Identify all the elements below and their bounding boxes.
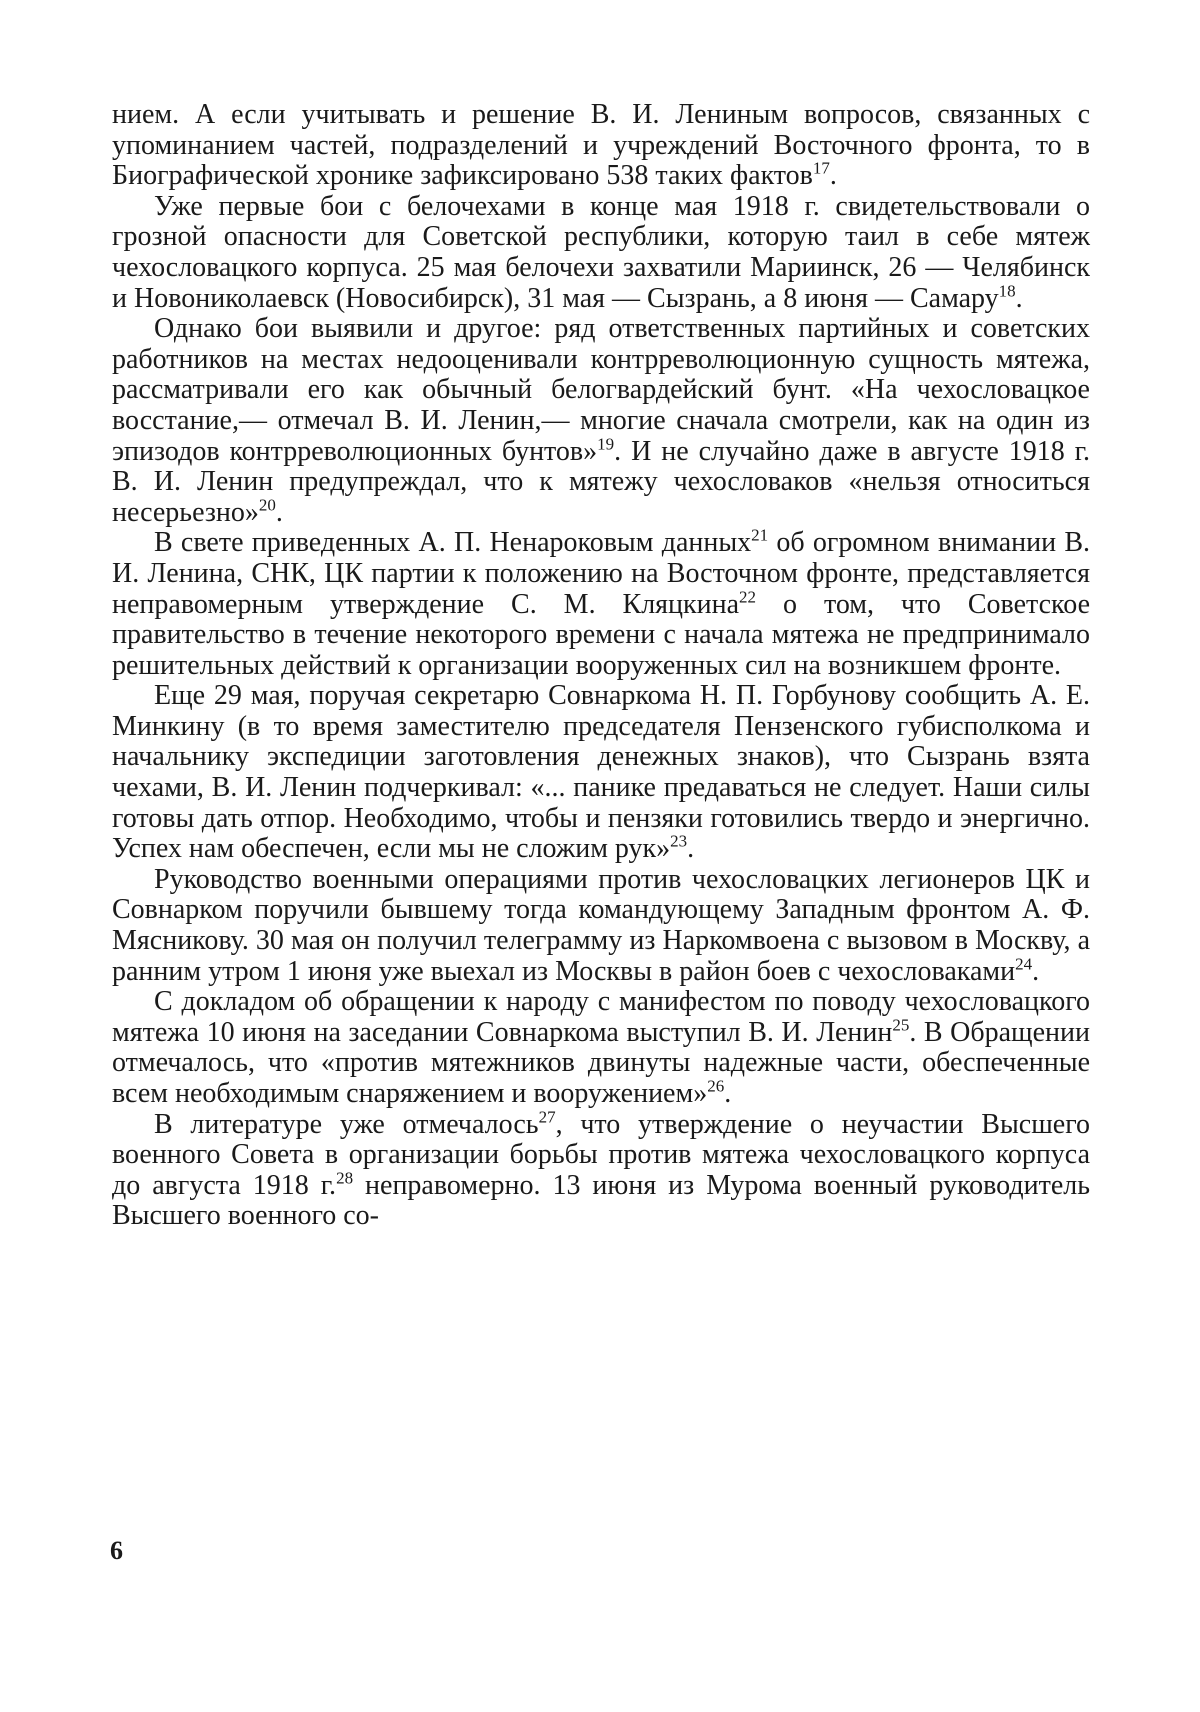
text-run: .: [724, 1078, 732, 1109]
text-run: Однако бои выявили и другое: ряд ответственных партийных и советских работников на местах недооценивали контрреволюционную сущность мятежа, рассматривали его как обычный белогвардейский бунт. «На чехословацкое восстание,— отмечал В. И. Ленин,— многие сначала смотрели, как на один из эпизодов контрреволюционных бунтов»: [112, 313, 1090, 467]
text-run: .: [275, 496, 283, 528]
paragraph-p2: [112, 192, 1090, 314]
footnote-ref: 26: [707, 1076, 725, 1096]
paragraph-p3: [112, 314, 1090, 528]
paragraph-p1: [112, 100, 1090, 192]
text-run: .: [1032, 955, 1040, 987]
body-text: [112, 100, 1090, 1232]
footnote-ref: 21: [751, 525, 769, 545]
text-run: В литературе уже отмечалось: [154, 1108, 539, 1140]
footnote-ref: 18: [998, 281, 1016, 301]
footnote-ref: 25: [892, 1015, 910, 1035]
text-run: о том, что Советское правительство в течение некоторого времени с начала мятежа не предпринимало решительных действий к организации вооруженных сил на возникшем фронте.: [112, 588, 1091, 681]
text-run: .: [687, 833, 695, 865]
footnote-ref: 27: [538, 1107, 556, 1127]
footnote-ref: 28: [336, 1168, 354, 1188]
text-run: С докладом об обращении к народу с манифестом по поводу чехословацкого мятежа 10 июня на заседании Совнаркома выступил В. И. Ленин: [112, 986, 1090, 1048]
text-run: Руководство военными операциями против чехословацких легионеров ЦК и Совнарком поручили бывшему тогда командующему Западным фронтом А. Ф. Мясникову. 30 мая он получил телеграмму из Наркомвоена с вызовом в Москву, а ранним утром 1 июня уже выехал из Москвы в район боев с чехословаками: [112, 863, 1090, 987]
text-run: .: [829, 160, 837, 192]
text-run: неправомерно. 13 июня из Мурома военный руководитель Высшего военного со-: [112, 1169, 1090, 1232]
text-run: Еще 29 мая, поручая секретарю Совнаркома Н. П. Горбунову сообщить А. Е. Минкину (в то время заместителю председателя Пензенского губисполкома и начальнику экспедиции заготовления денежных знаков), что Сызрань взята чехами, В. И. Ленин подчеркивал: «... панике предаваться не следует. Наши силы готовы дать отпор. Необходимо, чтобы и пензяки готовились твердо и энергично. Успех нам обеспечен, если мы не сложим рук»: [112, 680, 1090, 865]
text-run: Уже первые бои с белочехами в конце мая 1918 г. свидетельствовали о грозной опасности для Советской республики, которую таил в себе мятеж чехословацкого корпуса. 25 мая белочехи захватили Мариинск, 26 — Челябинск и Новониколаевск (Новосибирск), 31 мая — Сызрань, а 8 июня — Самару: [112, 190, 1090, 314]
footnote-ref: 22: [739, 587, 757, 607]
paragraph-p5: [112, 681, 1090, 865]
footnote-ref: 23: [670, 831, 688, 851]
text-run: .: [1015, 282, 1023, 314]
footnote-ref: 20: [258, 495, 276, 515]
text-run: . И не случайно даже в августе 1918 г. В. И. Ленин предупреждал, что к мятежу чехословаков «нельзя относиться несерьезно»: [112, 435, 1090, 528]
paragraph-p6: [112, 865, 1090, 987]
paragraph-p4: [112, 525, 1091, 681]
text-run: нием. А если учитывать и решение В. И. Лениным вопросов, связанных с упоминанием частей, подразделений и учреждений Восточного фронта, то в Биографической хронике зафиксировано 538 таких фактов: [112, 99, 1090, 192]
text-run: . В Обращении отмечалось, что «против мятежников двинуты надежные части, обеспеченные всем необходимым снаряжением и вооружением»: [112, 1016, 1090, 1109]
paragraph-p7: [112, 987, 1090, 1109]
paragraph-p8: [112, 1107, 1090, 1232]
page-number: 6: [110, 1536, 123, 1565]
footnote-ref: 24: [1015, 954, 1033, 974]
text-run: В свете приведенных А. П. Ненароковым данных: [154, 527, 752, 559]
footnote-ref: 19: [597, 434, 615, 454]
text-run: об огромном внимании В. И. Ленина, СНК, ЦК партии к положению на Восточном фронте, представляется неправомерным утверждение С. М. Кляцкина: [112, 527, 1090, 620]
footnote-ref: 17: [812, 158, 830, 178]
text-run: , что утверждение о неучастии Высшего военного Совета в организации борьбы против мятежа чехословацкого корпуса до августа 1918 г.: [112, 1108, 1090, 1201]
